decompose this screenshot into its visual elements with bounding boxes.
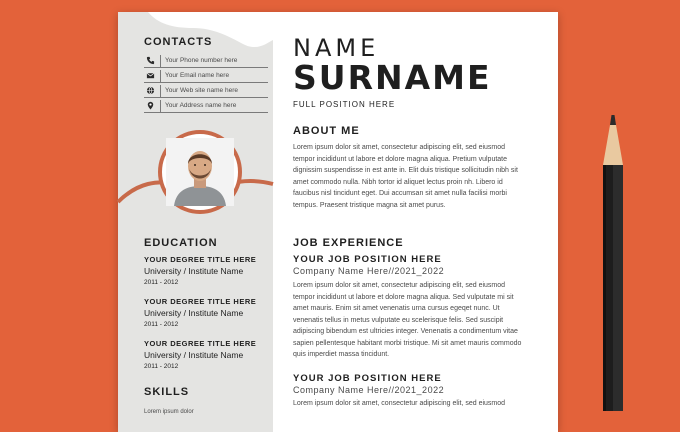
job-position: YOUR JOB POSITION HERE — [293, 254, 442, 265]
contact-web-text: Your Web site name here — [165, 87, 238, 94]
profile-photo-frame — [158, 130, 242, 214]
last-name: SURNAME — [293, 58, 492, 97]
location-pin-icon — [144, 100, 156, 112]
contact-address-text: Your Address name here — [165, 102, 237, 109]
email-icon — [144, 70, 156, 82]
education-years: 2011 - 2012 — [144, 321, 179, 328]
experience-title: JOB EXPERIENCE — [293, 237, 404, 249]
education-title: EDUCATION — [144, 237, 218, 249]
education-years: 2011 - 2012 — [144, 363, 179, 370]
education-degree: YOUR DEGREE TITLE HERE — [144, 255, 257, 264]
resume-main — [293, 12, 543, 432]
globe-icon — [144, 85, 156, 97]
phone-icon — [144, 55, 156, 67]
contact-email — [144, 69, 268, 83]
position-title: FULL POSITION HERE — [293, 100, 396, 109]
education-years: 2011 - 2012 — [144, 279, 179, 286]
job-company: Company Name Here//2021_2022 — [293, 385, 445, 395]
contact-web — [144, 84, 268, 98]
pencil-icon — [598, 115, 628, 411]
resume-paper — [118, 12, 558, 432]
education-degree: YOUR DEGREE TITLE HERE — [144, 297, 257, 306]
contact-phone — [144, 54, 268, 68]
contact-address — [144, 99, 268, 113]
skills-title: SKILLS — [144, 386, 190, 398]
profile-photo — [166, 138, 234, 206]
contact-phone-text: Your Phone number here — [165, 57, 238, 64]
job-company: Company Name Here//2021_2022 — [293, 266, 445, 276]
first-name: NAME — [293, 34, 380, 62]
skill-item: Lorem ipsum dolor — [144, 409, 194, 415]
job-description: Lorem ipsum dolor sit amet, consectetur adipiscing elit, sed eiusmod tempor incididunt ut labore et dolore magna aliqua. Sed vulputate mi sit amet mauris. Enim sit amet venenatis urna cursus egeqet nunc. Ut venenatis tellus in metus vulputate eu scelerisque felis. Sed suscipit adipiscing bibendum est ultricies integer. Venenatis a condimentum vitae sapien pellentesque habitant morbi tristique. Mi sit amet mauris commodo quis imperdiet massa tincidunt. — [293, 282, 522, 358]
education-item — [144, 339, 269, 370]
education-item — [144, 297, 269, 328]
contacts-title: CONTACTS — [144, 36, 213, 48]
education-item — [144, 255, 269, 286]
education-institution: University / Institute Name — [144, 308, 244, 318]
about-text: Lorem ipsum dolor sit amet, consectetur adipiscing elit, sed eiusmod tempor incididunt ut labore et dolore magna aliqua. Pretium vulputate dignissim suspendisse in est ante in. Elit duis tristique sollicitudin nibh sit amet commodo nulla. Nibh tortor id aliquet lectus proin nh. Libero id faucibus nisl tincidunt eget. Dui accumsan sit amet nulla facilisi morbi tempus. Praesent tristique magna sit amet purus. — [293, 144, 518, 209]
education-degree: YOUR DEGREE TITLE HERE — [144, 339, 257, 348]
about-title: ABOUT ME — [293, 125, 360, 137]
contact-email-text: Your Email name here — [165, 72, 230, 79]
job-position: YOUR JOB POSITION HERE — [293, 373, 442, 384]
resume-sidebar — [118, 12, 273, 432]
education-institution: University / Institute Name — [144, 266, 244, 276]
job-description: Lorem ipsum dolor sit amet, consectetur adipiscing elit, sed eiusmod — [293, 400, 506, 407]
education-institution: University / Institute Name — [144, 350, 244, 360]
